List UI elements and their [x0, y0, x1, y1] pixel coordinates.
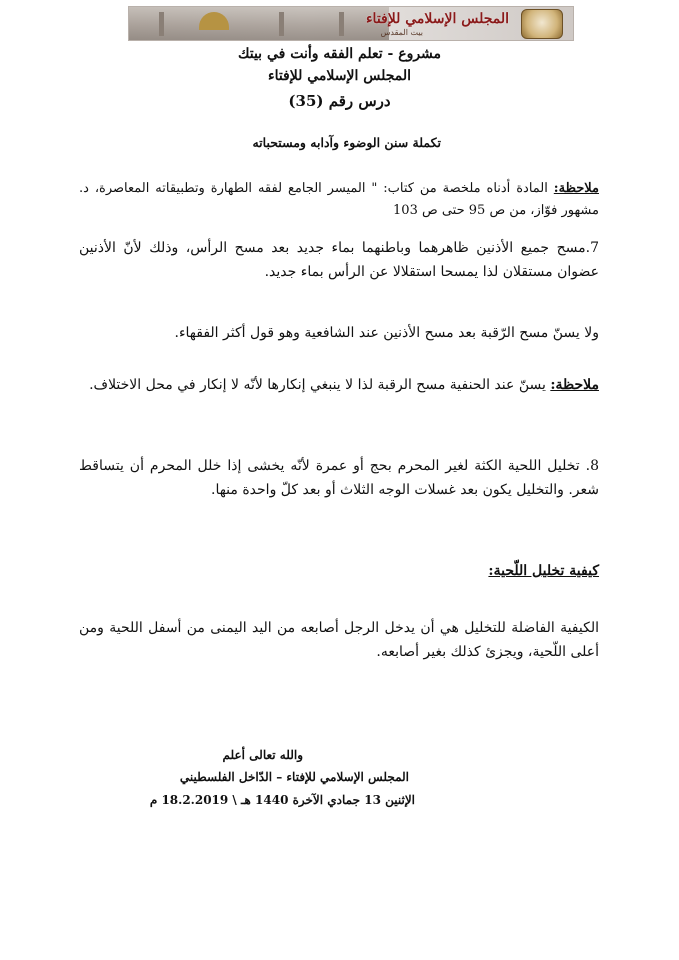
signature-date: الإثنين 13 جمادي الآخرة 1440 هـ \ 18.2.2019 م — [149, 793, 415, 807]
project-title: مشروع - تعلم الفقه وأنت في بيتك — [237, 46, 442, 62]
jerusalem-skyline-image — [129, 7, 389, 40]
minaret-image — [279, 12, 284, 36]
signature-council: المجلس الإسلامي للإفتاء – الدّاخل الفلسطيني — [179, 770, 409, 784]
minaret-image — [159, 12, 164, 36]
note-label: ملاحظة: — [553, 181, 599, 196]
item-7-paragraph: 7.مسح جميع الأذنين ظاهرهما وباطنهما بماء جديد بعد مسح الرأس، وذلك لأنّ الأذنين عضوان مستقلان لذا يمسحا استقلالا عن الرأس بماء جديد. — [79, 240, 599, 280]
council-name: المجلس الإسلامي للإفتاء — [267, 68, 412, 84]
beard-method-paragraph: الكيفية الفاضلة للتخليل هي أن يدخل الرجل أصابعه من اليد اليمنى من أسفل اللحية ومن أعلى اللّحية، ويجزئ كذلك بغير أصابعه. — [79, 620, 599, 660]
hanafi-note — [79, 373, 599, 397]
item-8-paragraph: 8. تخليل اللحية الكثة لغير المحرم بحج أو عمرة لأنّه يخشى إذا خلل المحرم أن يتساقط شعر. والتخليل يكون بعد غسلات الوجه الثلاث أو بعد كلّ واحدة منها. — [79, 458, 599, 498]
minaret-image — [339, 12, 344, 36]
note-text: يسنّ عند الحنفية مسح الرقبة لذا لا ينبغي إنكارها لأنّه لا إنكار في محل الاختلاف. — [89, 377, 551, 393]
section-heading: كيفية تخليل اللّحية: — [488, 563, 599, 579]
header-banner — [128, 6, 574, 41]
neck-rule-paragraph: ولا يسنّ مسح الرّقبة بعد مسح الأذنين عند الشافعية وهو قول أكثر الفقهاء. — [174, 325, 599, 341]
lesson-number: درس رقم (35) — [288, 92, 391, 110]
lesson-topic: تكملة سنن الوضوء وآدابه ومستحباته — [252, 135, 441, 150]
source-note — [79, 178, 599, 222]
council-seal-icon — [521, 9, 563, 39]
banner-subtitle: بيت المقدس — [380, 28, 423, 37]
banner-title: المجلس الإسلامي للإفتاء — [365, 11, 509, 27]
note-text: المادة أدناه ملخصة من كتاب: " الميسر الجامع لفقه الطهارة وتطبيقاته المعاصرة، د. مشهور فوّاز، من ص 95 حتى ص 103 — [79, 181, 599, 218]
note-label: ملاحظة: — [550, 377, 599, 393]
closing-line: والله تعالى أعلم — [222, 748, 303, 762]
